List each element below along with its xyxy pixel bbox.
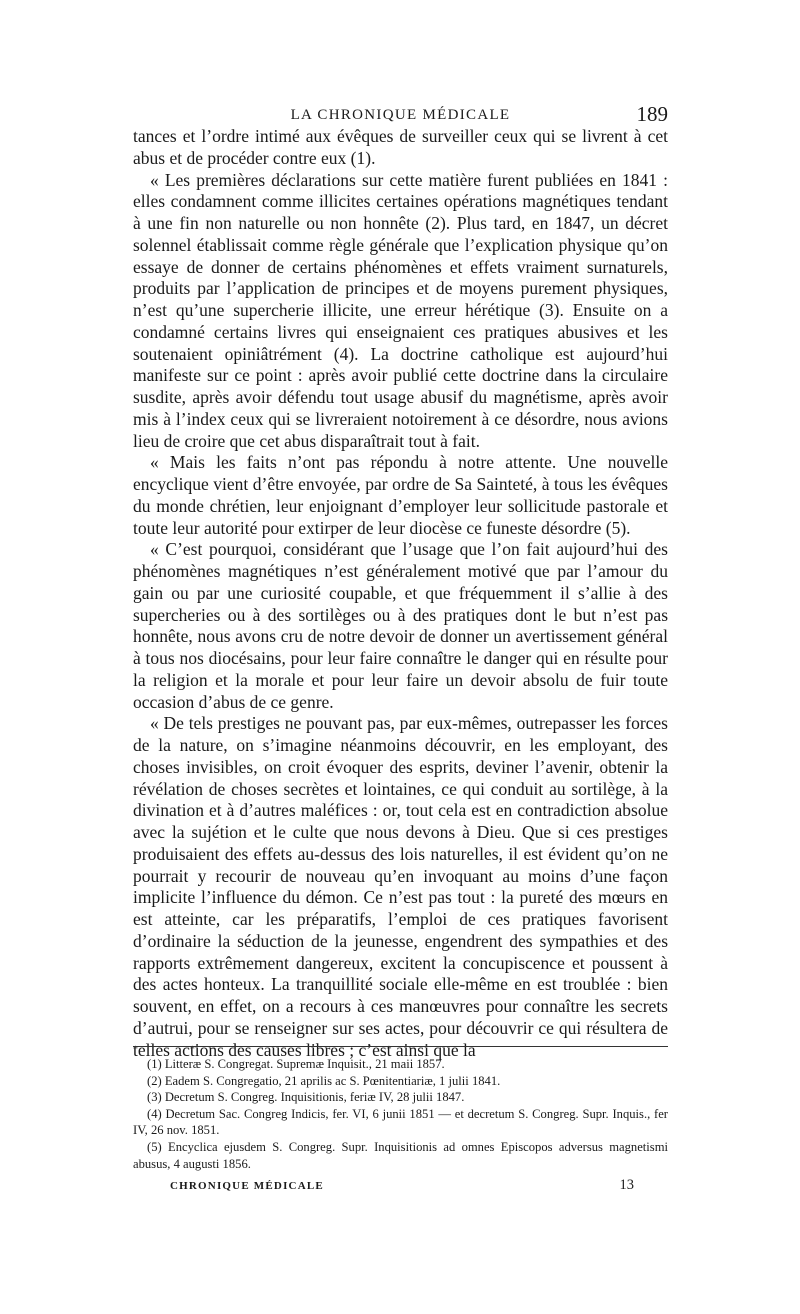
footnote-2: (2) Eadem S. Congregatio, 21 aprilis ac S. Pœnitentiariæ, 1 julii 1841.	[147, 1073, 501, 1088]
sheet-number: 13	[619, 1177, 634, 1193]
footnote-5: (5) Encyclica ejusdem S. Congreg. Supr. Inquisitionis ad omnes Episcopos adversus magnetismi abusus, 4 augusti 1856.	[133, 1139, 668, 1171]
footnote-1: (1) Litteræ S. Congregat. Supremæ Inquisit., 21 maii 1857.	[147, 1057, 445, 1071]
footnotes	[133, 1056, 668, 1172]
page-number: 189	[636, 102, 668, 126]
footnote-3: (3) Decretum S. Congreg. Inquisitionis, feriæ IV, 28 julii 1847.	[147, 1090, 465, 1105]
paragraph-5: « De tels prestiges ne pouvant pas, par eux-mêmes, outrepasser les forces de la nature, on s’imagine néanmoins découvrir, en les employant, des choses invisibles, on croit évoquer des esprits, deviner l’avenir, obtenir la révélation de choses secrètes et lointaines, ce qui conduit au sortilège, à la divination et à d’autres maléfices : or, tout cela est en contradiction absolue avec la sujétion et le culte que nous devons à Dieu. Que si ces prestiges produisaient des effets au-dessus des lois naturelles, il est évident qu’on ne pourrait y recourir de nouveau qu’en invoquant au moins d’une façon implicite l’influence du démon. Ce n’est pas tout : la pureté des mœurs en est atteinte, car les préparatifs, l’emploi de ces pratiques favorisent d’ordinaire la séduction de la jeunesse, engendrent des sympathies et des rapports extrêmement dangereux, excitent la concupiscence et poussent à des actes honteux. La tranquillité sociale elle-même en est troublée : bien souvent, en effet, on a recours à ces manœuvres pour connaître les secrets d’autrui, pour se renseigner sur ses actes, pour découvrir ce qui résultera de telles actions des causes libres ; c’est ainsi que la	[133, 713, 668, 1060]
paragraph-1: tances et l’ordre intimé aux évêques de surveiller ceux qui se livrent à cet abus et de procéder contre eux (1).	[133, 126, 668, 168]
body-text	[133, 126, 668, 1061]
footnote-4: (4) Decretum Sac. Congreg Indicis, fer. VI, 6 junii 1851 — et decretum S. Congreg. Supr. Inquis., fer IV, 26 nov. 1851.	[133, 1106, 668, 1138]
bottom-line	[170, 1177, 634, 1197]
footnote-rule	[133, 1046, 668, 1047]
paragraph-4: « C’est pourquoi, considérant que l’usage que l’on fait aujourd’hui des phénomènes magnétiques n’est généralement motivé que par l’amour du gain ou par une curiosité coupable, et que fréquemment il s’allie à des supercheries ou à des sortilèges ou à des pratiques dont le but n’est pas honnête, nous avons cru de notre devoir de donner un avertissement général à tous nos diocésains, pour leur faire connaître le danger qui en résulte pour la religion et la morale et pour leur faire un devoir absolu de fuir toute occasion d’abus de ce genre.	[133, 539, 668, 712]
paragraph-3: « Mais les faits n’ont pas répondu à notre attente. Une nouvelle encyclique vient d’être envoyée, par ordre de Sa Sainteté, à tous les évêques du monde chrétien, leur enjoignant d’employer leur sollicitude pastorale et toute leur autorité pour extirper de leur diocèse ce funeste désordre (5).	[133, 452, 668, 538]
running-title: LA CHRONIQUE MÉDICALE	[290, 107, 511, 123]
paragraph-2: « Les premières déclarations sur cette matière furent publiées en 1841 : elles condamnent comme illicites certaines opérations magnétiques tendant à une fin non naturelle ou non honnête (2). Plus tard, en 1847, un décret solennel établissait comme règle générale que l’explication physique qu’on essaye de donner de certains phénomènes et effets vraiment surnaturels, produits par l’application de principes et de moyens purement physiques, n’est qu’une supercherie illicite, une erreur hérétique (3). Ensuite on a condamné certains livres qui enseignaient ces pratiques abusives et les soutenaient opiniâtrément (4). La doctrine catholique est aujourd’hui manifeste sur ce point : après avoir publié cette doctrine dans la circulaire susdite, après avoir défendu tout usage abusif du magnétisme, après avoir mis à l’index ceux qui se livreraient notoirement à ce désordre, nous avions lieu de croire que cet abus disparaîtrait tout à fait.	[133, 169, 668, 451]
signature-mark: CHRONIQUE MÉDICALE	[170, 1180, 324, 1192]
